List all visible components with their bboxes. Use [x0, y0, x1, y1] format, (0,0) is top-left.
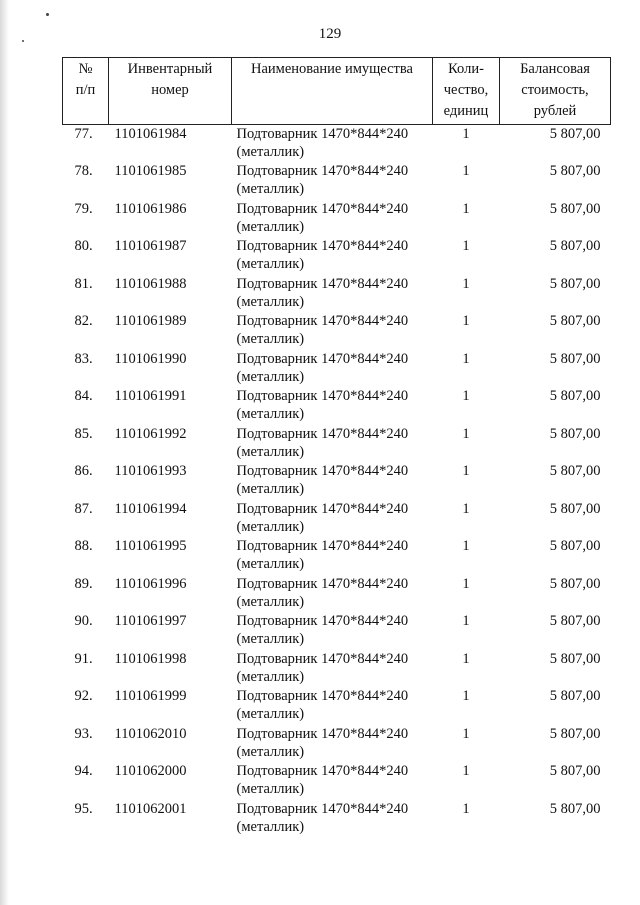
- property-name-note: (металлик): [236, 631, 305, 647]
- balance-cost: 5 807,00: [549, 763, 601, 779]
- row-number: 87.: [74, 500, 93, 517]
- row-number: 84.: [74, 388, 93, 404]
- table-row: [63, 687, 611, 725]
- table-header: [63, 58, 611, 125]
- property-name: [232, 312, 433, 350]
- property-name-note: (металлик): [236, 368, 305, 385]
- balance-cost: 5 807,00: [549, 126, 601, 142]
- balance-cost: 5 807,00: [549, 275, 601, 292]
- row-number: 82.: [74, 313, 93, 329]
- property-name-line: Подтоварник 1470*844*240: [236, 763, 409, 779]
- property-name-line: Подтоварник 1470*844*240: [236, 650, 409, 667]
- table-row: [63, 312, 611, 350]
- quantity: 1: [462, 163, 470, 179]
- property-name-note: (металлик): [236, 556, 305, 572]
- table-row: [63, 800, 611, 838]
- header-quantity: Коли- чество, единиц: [433, 58, 500, 125]
- quantity: 1: [462, 200, 470, 217]
- balance-cost: 5 807,00: [549, 238, 601, 254]
- table-row: [63, 725, 611, 763]
- table-row: [63, 387, 611, 425]
- property-name-note: (металлик): [236, 743, 305, 760]
- table-row: [63, 462, 611, 500]
- property-name-line: Подтоварник 1470*844*240: [236, 200, 409, 217]
- scan-page-edge: [0, 0, 9, 905]
- quantity: 1: [462, 238, 470, 254]
- table-row: [63, 575, 611, 613]
- header-inventory-number: Инвентарный номер: [109, 58, 232, 125]
- property-name-line: Подтоварник 1470*844*240: [236, 238, 409, 254]
- table-row: [63, 275, 611, 313]
- property-name-line: Подтоварник 1470*844*240: [236, 725, 409, 742]
- property-name-note: (металлик): [236, 256, 305, 272]
- property-name-note: (металлик): [236, 781, 305, 797]
- property-name-note: (металлик): [236, 144, 305, 160]
- property-name-note: (металлик): [236, 593, 305, 610]
- quantity: 1: [462, 763, 470, 779]
- property-name-line: Подтоварник 1470*844*240: [236, 688, 409, 704]
- table-row: [63, 537, 611, 575]
- property-name-line: Подтоварник 1470*844*240: [236, 163, 409, 179]
- row-number: 90.: [74, 613, 93, 629]
- property-name: [232, 125, 433, 163]
- inventory-number: 1101062010: [114, 725, 187, 742]
- row-number: 79.: [74, 200, 93, 217]
- property-name: [232, 650, 433, 688]
- property-name: [232, 387, 433, 425]
- quantity: 1: [462, 688, 470, 704]
- balance-cost: 5 807,00: [549, 200, 601, 217]
- quantity: 1: [462, 425, 470, 442]
- property-name: [232, 237, 433, 275]
- property-name: [232, 800, 433, 838]
- inventory-number: 1101061985: [114, 163, 187, 179]
- quantity: 1: [462, 500, 470, 517]
- property-name-line: Подтоварник 1470*844*240: [236, 500, 409, 517]
- page-number: 129: [318, 26, 342, 42]
- inventory-number: 1101061992: [114, 425, 187, 442]
- table-row: [63, 200, 611, 238]
- inventory-number: 1101061984: [114, 126, 187, 142]
- row-number: 78.: [74, 163, 93, 179]
- inventory-number: 1101061987: [114, 238, 187, 254]
- property-name-note: (металлик): [236, 181, 305, 197]
- property-name: [232, 500, 433, 538]
- property-name-line: Подтоварник 1470*844*240: [236, 800, 409, 817]
- balance-cost: 5 807,00: [549, 425, 601, 442]
- property-name: [232, 687, 433, 725]
- inventory-number: 1101061990: [114, 350, 187, 367]
- row-number: 92.: [74, 688, 93, 704]
- row-number: 89.: [74, 575, 93, 592]
- property-name-note: (металлик): [236, 293, 305, 310]
- quantity: 1: [462, 350, 470, 367]
- property-name-line: Подтоварник 1470*844*240: [236, 275, 409, 292]
- property-name-note: (металлик): [236, 443, 305, 460]
- balance-cost: 5 807,00: [549, 163, 601, 179]
- property-name-note: (металлик): [236, 481, 305, 497]
- balance-cost: 5 807,00: [549, 463, 601, 479]
- balance-cost: 5 807,00: [549, 650, 601, 667]
- inventory-number: 1101061997: [114, 613, 187, 629]
- table-row: [63, 162, 611, 200]
- balance-cost: 5 807,00: [549, 538, 601, 554]
- property-name: [232, 425, 433, 463]
- property-name: [232, 462, 433, 500]
- property-name-note: (металлик): [236, 818, 305, 835]
- quantity: 1: [462, 575, 470, 592]
- balance-cost: 5 807,00: [549, 350, 601, 367]
- header-num: № п/п: [63, 58, 109, 125]
- table-row: [63, 762, 611, 800]
- quantity: 1: [462, 275, 470, 292]
- inventory-number: 1101061993: [114, 463, 187, 479]
- property-name-line: Подтоварник 1470*844*240: [236, 425, 409, 442]
- balance-cost: 5 807,00: [549, 613, 601, 629]
- row-number: 80.: [74, 238, 93, 254]
- inventory-number: 1101062001: [114, 800, 187, 817]
- property-name-line: Подтоварник 1470*844*240: [236, 313, 409, 329]
- inventory-number: 1101061988: [114, 275, 187, 292]
- balance-cost: 5 807,00: [549, 688, 601, 704]
- row-number: 93.: [74, 725, 93, 742]
- inventory-number: 1101061994: [114, 500, 187, 517]
- property-name-line: Подтоварник 1470*844*240: [236, 350, 409, 367]
- inventory-number: 1101061996: [114, 575, 187, 592]
- quantity: 1: [462, 800, 470, 817]
- balance-cost: 5 807,00: [549, 575, 601, 592]
- quantity: 1: [462, 650, 470, 667]
- property-name-line: Подтоварник 1470*844*240: [236, 575, 409, 592]
- property-name-note: (металлик): [236, 218, 305, 235]
- header-balance-cost: Балансовая стоимость, рублей: [500, 58, 611, 125]
- quantity: 1: [462, 388, 470, 404]
- property-name-line: Подтоварник 1470*844*240: [236, 388, 409, 404]
- row-number: 77.: [74, 126, 93, 142]
- property-name: [232, 575, 433, 613]
- row-number: 81.: [74, 275, 93, 292]
- table-row: [63, 425, 611, 463]
- quantity: 1: [462, 313, 470, 329]
- row-number: 95.: [74, 800, 93, 817]
- quantity: 1: [462, 126, 470, 142]
- property-name: [232, 200, 433, 238]
- quantity: 1: [462, 538, 470, 554]
- property-name-note: (металлик): [236, 518, 305, 535]
- quantity: 1: [462, 463, 470, 479]
- property-name: [232, 275, 433, 313]
- property-name-note: (металлик): [236, 331, 305, 347]
- row-number: 91.: [74, 650, 93, 667]
- scan-speck: [46, 13, 49, 16]
- property-name: [232, 612, 433, 650]
- row-number: 94.: [74, 763, 93, 779]
- property-name-line: Подтоварник 1470*844*240: [236, 463, 409, 479]
- inventory-number: 1101061998: [114, 650, 187, 667]
- property-name: [232, 162, 433, 200]
- quantity: 1: [462, 725, 470, 742]
- inventory-number: 1101061999: [114, 688, 187, 704]
- quantity: 1: [462, 613, 470, 629]
- balance-cost: 5 807,00: [549, 800, 601, 817]
- table-row: [63, 350, 611, 388]
- row-number: 83.: [74, 350, 93, 367]
- table-body: [63, 125, 611, 838]
- property-name-line: Подтоварник 1470*844*240: [236, 538, 409, 554]
- property-table: [62, 57, 611, 837]
- table-row: [63, 500, 611, 538]
- property-name: [232, 762, 433, 800]
- property-name-note: (металлик): [236, 668, 305, 685]
- property-name: [232, 350, 433, 388]
- balance-cost: 5 807,00: [549, 725, 601, 742]
- inventory-number: 1101061995: [114, 538, 187, 554]
- balance-cost: 5 807,00: [549, 388, 601, 404]
- property-name-note: (металлик): [236, 706, 305, 722]
- inventory-number: 1101061991: [114, 388, 187, 404]
- balance-cost: 5 807,00: [549, 500, 601, 517]
- row-number: 86.: [74, 463, 93, 479]
- inventory-number: 1101061986: [114, 200, 187, 217]
- header-property-name: Наименование имущества: [232, 58, 433, 125]
- property-name: [232, 537, 433, 575]
- property-name: [232, 725, 433, 763]
- table-row: [63, 237, 611, 275]
- property-name-line: Подтоварник 1470*844*240: [236, 126, 409, 142]
- property-name-note: (металлик): [236, 406, 305, 422]
- table-row: [63, 650, 611, 688]
- table-row: [63, 612, 611, 650]
- table-row: [63, 125, 611, 163]
- inventory-number: 1101061989: [114, 313, 187, 329]
- row-number: 88.: [74, 538, 93, 554]
- property-name-line: Подтоварник 1470*844*240: [236, 613, 409, 629]
- inventory-number: 1101062000: [114, 763, 187, 779]
- balance-cost: 5 807,00: [549, 313, 601, 329]
- row-number: 85.: [74, 425, 93, 442]
